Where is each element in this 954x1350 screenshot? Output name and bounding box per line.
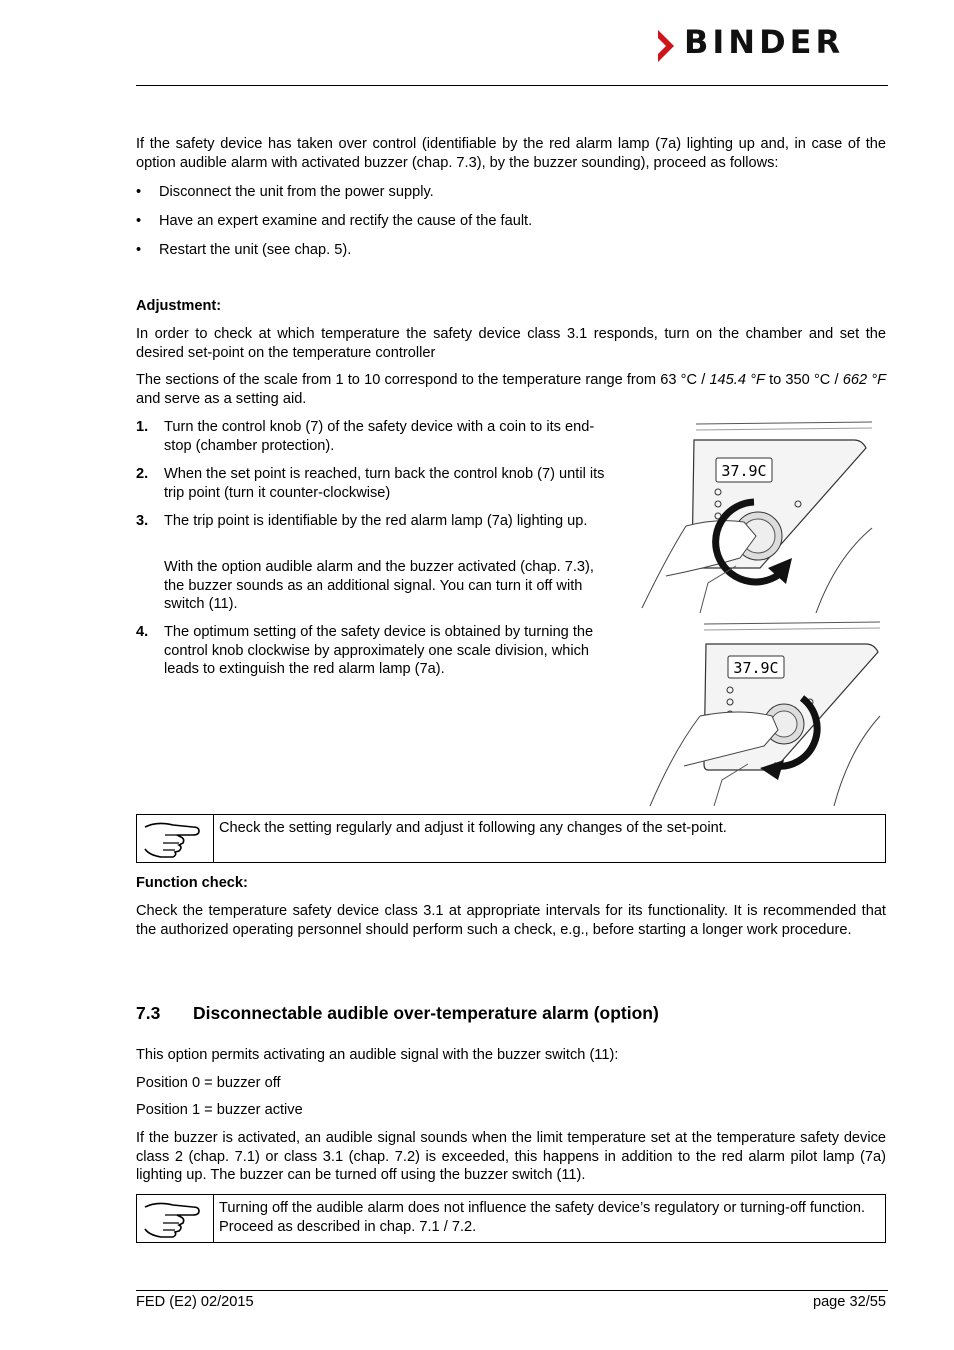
- adjustment-para1: In order to check at which temperature the safety device class 3.1 responds, turn on the chamber and set the desired set-point on the temperature controller: [136, 326, 886, 361]
- logo-text: BINDER: [684, 23, 845, 61]
- note-box: [136, 814, 886, 863]
- footer-rule: [136, 1290, 888, 1291]
- step-text: The trip point is identifiable by the red alarm lamp (7a) lighting up.: [164, 513, 588, 529]
- bullet-text: Restart the unit (see chap. 5).: [159, 242, 352, 258]
- note-box: [136, 1194, 886, 1243]
- note-text: Check the setting regularly and adjust it following any changes of the set-point.: [219, 820, 727, 836]
- para2-italic: 662 °F: [842, 372, 887, 388]
- section-number: 7.3: [136, 1003, 161, 1023]
- controller-knob-figure-2: [644, 620, 884, 806]
- section-paragraph: Position 0 = buzzer off: [136, 1075, 281, 1091]
- para2-part: The sections of the scale from 1 to 10 correspond to the temperature range from 63 °C /: [136, 372, 710, 388]
- bullet-text: Disconnect the unit from the power supply.: [159, 184, 434, 200]
- adjustment-heading: Adjustment:: [136, 298, 222, 314]
- adjustment-para2: [136, 371, 886, 408]
- intro-paragraph: If the safety device has taken over control (identifiable by the red alarm lamp (7a) lighting up and, in case of the option audible alarm with activated buzzer (chap. 7.3), by the buzzer sounding), proceed as follows:: [136, 136, 886, 171]
- section-paragraph: Position 1 = buzzer active: [136, 1102, 303, 1118]
- pointing-hand-icon: [137, 815, 213, 862]
- para2-italic: 145.4 °F: [709, 372, 765, 388]
- function-check-text: Check the temperature safety device class 3.1 at appropriate intervals for its functionality. It is recommended that the authorized operating personnel should perform such a check, e.g., before starting a longer work procedure.: [136, 903, 886, 938]
- section-paragraph: If the buzzer is activated, an audible signal sounds when the limit temperature set at the temperature safety device class 2 (chap. 7.1) or class 3.1 (chap. 7.2) is exceeded, this happens in addition to the red alarm pilot lamp (7a) lighting up. The buzzer can be turned off using the buzzer switch (11).: [136, 1130, 886, 1183]
- step-text: When the set point is reached, turn back the control knob (7) until its trip point (turn it counter-clockwise): [164, 466, 605, 501]
- bullet-dot-icon: •: [136, 242, 142, 258]
- step-number: 4.: [136, 624, 149, 640]
- step-text: The optimum setting of the safety device is obtained by turning the control knob clockwise by approximately one scale division, which leads to extinguish the red alarm lamp (7a).: [164, 624, 594, 677]
- para2-part: to 350 °C /: [764, 372, 843, 388]
- section-title: Disconnectable audible over-temperature alarm (option): [193, 1003, 659, 1023]
- section-paragraph: This option permits activating an audible signal with the buzzer switch (11):: [136, 1047, 619, 1063]
- controller-knob-figure-1: [636, 418, 880, 616]
- bullet-dot-icon: •: [136, 184, 142, 200]
- step-number: 1.: [136, 419, 149, 435]
- footer-page-number: page 32/55: [812, 1294, 886, 1310]
- bullet-dot-icon: •: [136, 213, 142, 229]
- step-text: Turn the control knob (7) of the safety device with a coin to its end-stop (chamber protection).: [164, 419, 595, 454]
- display-readout: 37.9C: [733, 659, 779, 677]
- function-check-heading: Function check:: [136, 875, 248, 891]
- display-readout: 37.9C: [721, 462, 767, 480]
- footer-doc-id: FED (E2) 02/2015: [136, 1294, 254, 1310]
- step-text: With the option audible alarm and the buzzer activated (chap. 7.3), the buzzer sounds as an additional signal. You can turn it off with switch (11).: [164, 559, 594, 612]
- header-rule: [136, 85, 888, 86]
- step-number: 3.: [136, 513, 149, 529]
- step-number: 2.: [136, 466, 149, 482]
- note-icon-cell: [137, 815, 214, 862]
- binder-logo: [652, 23, 888, 66]
- pointing-hand-icon: [137, 1195, 213, 1242]
- note-icon-cell: [137, 1195, 214, 1242]
- para2-part: and serve as a setting aid.: [136, 390, 307, 407]
- bullet-text: Have an expert examine and rectify the cause of the fault.: [159, 213, 533, 229]
- logo-mark-icon: [654, 28, 684, 64]
- note-text: Turning off the audible alarm does not influence the safety device’s regulatory or turning-off function. Proceed as described in chap. 7.1 / 7.2.: [219, 1200, 866, 1235]
